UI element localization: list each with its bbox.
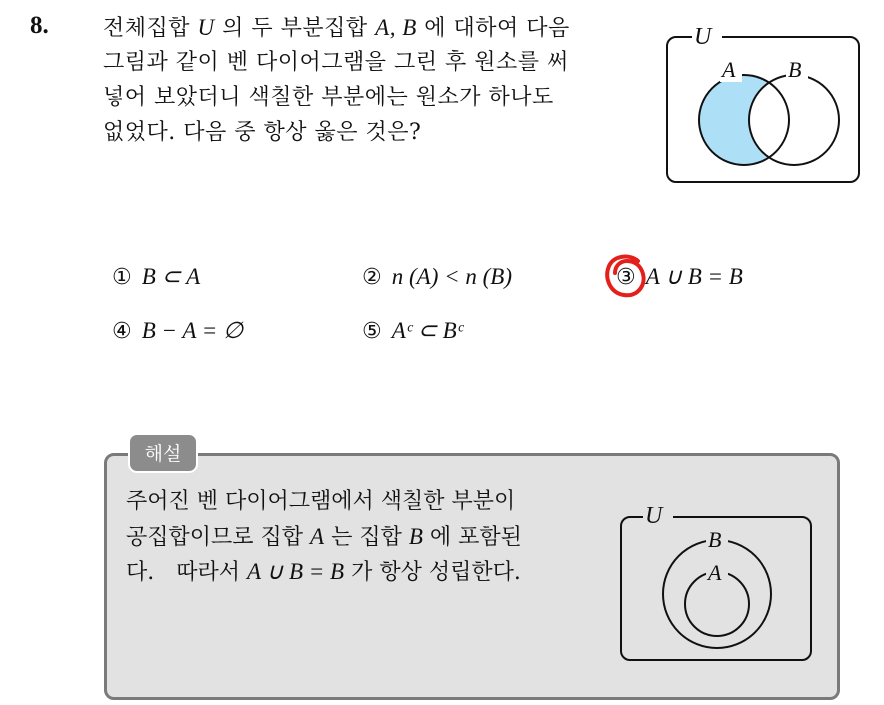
question-line — [103, 10, 643, 45]
text-run: 의 두 부분집합 — [214, 16, 376, 41]
choice-4[interactable] — [112, 318, 243, 344]
question-line — [103, 45, 643, 80]
solution-tag: 해설 — [128, 433, 198, 473]
math-B: B — [408, 524, 423, 549]
choice-number: ② — [362, 265, 382, 290]
text-run: 전체집합 — [103, 16, 198, 41]
question-line — [103, 115, 643, 150]
solution-text — [126, 484, 606, 589]
choice-5[interactable] — [362, 318, 463, 344]
text-run: 다. 따라서 — [126, 560, 247, 585]
choice-expression: B ⊂ A — [141, 264, 201, 289]
choice-number: ④ — [112, 319, 132, 344]
solution-venn-diagram — [617, 500, 817, 666]
text-run: 에 포함된 — [422, 525, 522, 550]
math-A: A — [310, 524, 325, 549]
question-number: 8. — [30, 12, 49, 39]
choice-expression: n (A) < n (B) — [391, 264, 512, 289]
choice-number: ① — [112, 265, 132, 290]
math-union: A ∪ B = B — [247, 559, 345, 584]
label-A: A — [722, 57, 736, 82]
choice-expression: A ∪ B = B — [645, 264, 743, 289]
choice-expression: B − A = ∅ — [141, 318, 244, 343]
label-U: U — [645, 503, 663, 529]
math-AB: A, B — [375, 15, 417, 40]
choice-number: ③ — [616, 265, 636, 290]
label-U: U — [694, 24, 712, 50]
text-run: 공집합이므로 집합 — [126, 525, 311, 550]
choice-expression: Aᶜ ⊂ Bᶜ — [391, 318, 463, 343]
text-run: 에 대하여 다음 — [416, 16, 570, 41]
answer-circle-stroke — [607, 257, 643, 296]
text-run: 없었다. 다음 중 항상 옳은 것은? — [103, 120, 422, 145]
choice-2[interactable] — [362, 264, 512, 290]
question-line — [103, 80, 643, 115]
label-B: B — [788, 57, 802, 82]
question-venn-diagram — [664, 20, 864, 186]
solution-line — [126, 519, 606, 554]
text-run: 주어진 벤 다이어그램에서 색칠한 부분이 — [126, 489, 516, 514]
circle-B-outer — [663, 540, 771, 648]
math-U: U — [197, 15, 215, 40]
label-A: A — [708, 560, 722, 585]
label-B: B — [708, 527, 722, 552]
question-text — [103, 10, 643, 150]
answer-circle-mark — [602, 252, 650, 300]
choice-number: ⑤ — [362, 319, 382, 344]
text-run: 넣어 보았더니 색칠한 부분에는 원소가 하나도 — [103, 85, 554, 110]
text-run: 가 항상 성립한다. — [344, 560, 521, 585]
solution-line — [126, 554, 606, 589]
solution-line — [126, 484, 606, 519]
text-run: 그림과 같이 벤 다이어그램을 그린 후 원소를 써 — [103, 50, 569, 75]
text-run: 는 집합 — [324, 525, 409, 550]
choice-1[interactable] — [112, 264, 200, 290]
